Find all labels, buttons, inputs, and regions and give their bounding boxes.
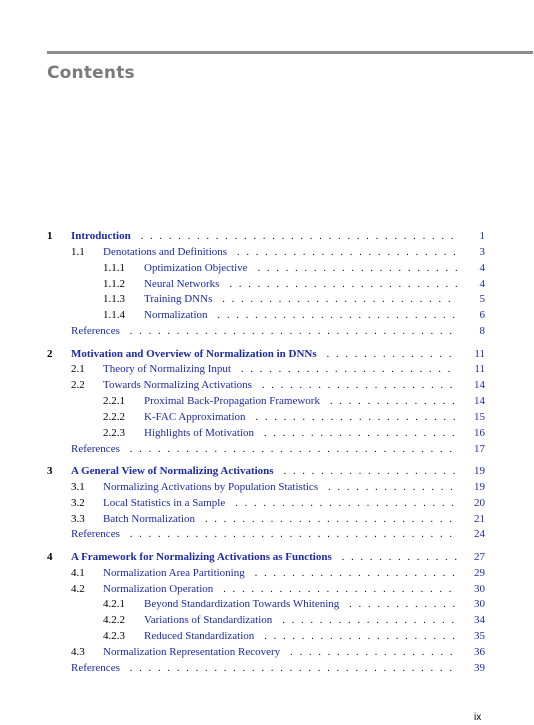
toc-entry-title[interactable]: References [71, 528, 120, 541]
toc-entry[interactable] [47, 582, 485, 598]
toc-entry-number: 1.1.4 [103, 309, 125, 322]
toc-dot-leader [235, 496, 457, 512]
toc-entry-title[interactable]: Highlights of Motivation [144, 426, 254, 439]
toc-entry[interactable] [47, 410, 485, 426]
toc-page-number[interactable]: 17 [474, 442, 485, 455]
toc-dot-leader [284, 464, 457, 480]
toc-entry-title[interactable]: A Framework for Normalizing Activations as Functions [71, 550, 332, 563]
toc-entry-title[interactable]: Normalization Operation [103, 582, 214, 595]
toc-entry[interactable] [47, 512, 485, 528]
toc-dot-leader [330, 394, 457, 410]
toc-entry-number: 2.2 [71, 379, 85, 392]
toc-entry-number: 4.3 [71, 645, 85, 658]
toc-chapter-entry[interactable] [47, 464, 485, 480]
toc-dot-leader [262, 378, 457, 394]
toc-page-number[interactable]: 39 [474, 661, 485, 674]
toc-page-number[interactable]: 4 [479, 277, 485, 290]
toc-page-number[interactable]: 30 [474, 598, 485, 611]
toc-dot-leader [328, 480, 457, 496]
toc-entry[interactable] [47, 629, 485, 645]
toc-entry-title[interactable]: A General View of Normalizing Activations [71, 465, 274, 477]
toc-page-number[interactable]: 4 [479, 261, 485, 274]
toc-dot-leader [342, 550, 457, 566]
toc-dot-leader [256, 410, 457, 426]
top-rule [47, 51, 533, 54]
toc-chapter-group [47, 229, 485, 340]
toc-entry[interactable] [47, 566, 485, 582]
toc-entry[interactable] [47, 426, 485, 442]
toc-chapter-group [47, 464, 485, 543]
toc-entry-number: 1 [47, 230, 53, 242]
toc-entry-title[interactable]: Optimization Objective [144, 261, 248, 274]
toc-entry-title[interactable]: Proximal Back-Propagation Framework [144, 395, 320, 408]
toc-dot-leader [141, 229, 457, 245]
toc-entry-number: 1.1.3 [103, 293, 125, 306]
toc-entry-title[interactable]: References [71, 661, 120, 674]
toc-entry-title[interactable]: Normalization [144, 309, 208, 322]
toc-chapter-group [47, 550, 485, 677]
toc-entry[interactable] [47, 527, 485, 543]
toc-entry-number: 4.2.3 [103, 630, 125, 643]
toc-entry-number: 4.1 [71, 566, 85, 579]
toc-chapter-group [47, 347, 485, 458]
toc-page-number[interactable]: 34 [474, 614, 485, 627]
table-of-contents [47, 229, 485, 677]
toc-entry-title[interactable]: Beyond Standardization Towards Whitening [144, 598, 340, 611]
toc-page-number[interactable]: 19 [474, 480, 485, 493]
toc-entry[interactable] [47, 645, 485, 661]
toc-page-number[interactable]: 3 [479, 245, 485, 258]
toc-entry-number: 1.1.1 [103, 261, 125, 274]
toc-dot-leader [255, 566, 457, 582]
toc-dot-leader [229, 277, 457, 293]
page-number: ix [474, 712, 482, 723]
toc-dot-leader [327, 347, 457, 363]
toc-page-number[interactable]: 30 [474, 582, 485, 595]
toc-page-number[interactable]: 5 [479, 293, 485, 306]
toc-entry-title[interactable]: Variations of Standardization [144, 614, 273, 627]
toc-entry[interactable] [47, 480, 485, 496]
toc-entry-number: 4.2 [71, 582, 85, 595]
toc-entry-number: 2 [47, 347, 53, 360]
toc-page-number[interactable]: 20 [474, 496, 485, 509]
toc-entry-number: 1.1 [71, 245, 85, 258]
toc-entry-number: 3.2 [71, 496, 85, 509]
toc-page-number[interactable]: 27 [474, 550, 485, 563]
toc-entry-number: 3.3 [71, 512, 85, 525]
toc-dot-leader [205, 512, 457, 528]
toc-entry[interactable] [47, 394, 485, 410]
toc-dot-leader [264, 426, 457, 442]
toc-entry-title[interactable]: Normalization Representation Recovery [103, 645, 281, 658]
toc-dot-leader [241, 362, 457, 378]
toc-entry-title[interactable]: Towards Normalizing Activations [103, 379, 252, 392]
toc-entry[interactable] [47, 277, 485, 293]
toc-entry-title[interactable]: Normalization Area Partitioning [103, 566, 245, 579]
toc-entry-number: 1.1.2 [103, 277, 125, 290]
toc-page-number[interactable]: 14 [474, 379, 485, 392]
toc-dot-leader [218, 308, 457, 324]
toc-entry[interactable] [47, 496, 485, 512]
toc-dot-leader [222, 292, 457, 308]
toc-entry-title[interactable]: References [71, 442, 120, 455]
toc-entry[interactable] [47, 378, 485, 394]
toc-entry[interactable] [47, 292, 485, 308]
toc-page-number[interactable]: 35 [474, 630, 485, 643]
toc-entry[interactable] [47, 661, 485, 677]
toc-chapter-entry[interactable] [47, 550, 485, 566]
toc-entry-title[interactable]: Reduced Standardization [144, 630, 255, 643]
toc-entry-number: 2.2.1 [103, 395, 125, 408]
toc-page-number[interactable]: 21 [474, 512, 485, 525]
toc-entry-title[interactable]: Denotations and Definitions [103, 245, 228, 258]
toc-dot-leader [349, 597, 457, 613]
toc-page-number[interactable]: 15 [474, 410, 485, 423]
toc-entry-number: 2.1 [71, 363, 85, 376]
toc-page-number[interactable]: 14 [474, 395, 485, 408]
toc-page-number[interactable]: 1 [479, 230, 485, 242]
toc-dot-leader [258, 261, 457, 277]
toc-entry-title[interactable]: Batch Normalization [103, 512, 195, 525]
toc-entry[interactable] [47, 324, 485, 340]
toc-entry-title[interactable]: Training DNNs [144, 293, 213, 306]
toc-dot-leader [130, 442, 457, 458]
toc-entry[interactable] [47, 245, 485, 261]
toc-entry-number: 4.2.2 [103, 614, 125, 627]
toc-page-number[interactable]: 29 [474, 566, 485, 579]
toc-dot-leader [264, 629, 457, 645]
contents-heading: Contents [47, 63, 135, 83]
toc-entry[interactable] [47, 442, 485, 458]
toc-dot-leader [290, 645, 457, 661]
toc-entry-number: 4.2.1 [103, 598, 125, 611]
toc-entry-number: 3.1 [71, 480, 85, 493]
toc-entry-title[interactable]: Introduction [71, 230, 131, 242]
toc-entry-title[interactable]: Normalizing Activations by Population Statistics [103, 480, 319, 493]
toc-entry-number: 3 [47, 465, 53, 477]
toc-dot-leader [130, 661, 457, 677]
toc-dot-leader [223, 582, 457, 598]
toc-entry[interactable] [47, 597, 485, 613]
toc-dot-leader [237, 245, 457, 261]
toc-entry-number: 2.2.2 [103, 410, 125, 423]
toc-page-number[interactable]: 16 [474, 426, 485, 439]
toc-entry-title[interactable]: Theory of Normalizing Input [103, 363, 231, 376]
toc-entry[interactable] [47, 261, 485, 277]
toc-entry-title[interactable]: Local Statistics in a Sample [103, 496, 226, 509]
toc-page-number[interactable]: 11 [474, 347, 485, 360]
toc-entry[interactable] [47, 613, 485, 629]
toc-page-number[interactable]: 8 [479, 325, 485, 338]
toc-page-number[interactable]: 24 [474, 528, 485, 541]
toc-entry-title[interactable]: Motivation and Overview of Normalization in DNNs [71, 347, 317, 360]
toc-page-number[interactable]: 19 [474, 465, 485, 477]
toc-entry-title[interactable]: K-FAC Approximation [144, 410, 246, 423]
toc-page-number[interactable]: 11 [474, 363, 485, 376]
toc-entry[interactable] [47, 362, 485, 378]
toc-page-number[interactable]: 36 [474, 645, 485, 658]
toc-page-number[interactable]: 6 [479, 309, 485, 322]
toc-dot-leader [282, 613, 457, 629]
toc-chapter-entry[interactable] [47, 229, 485, 245]
toc-chapter-entry[interactable] [47, 347, 485, 363]
toc-entry-number: 4 [47, 550, 53, 563]
toc-entry-title[interactable]: Neural Networks [144, 277, 220, 290]
toc-dot-leader [130, 527, 457, 543]
toc-entry[interactable] [47, 308, 485, 324]
toc-entry-number: 2.2.3 [103, 426, 125, 439]
toc-entry-title[interactable]: References [71, 325, 120, 338]
toc-dot-leader [130, 324, 457, 340]
